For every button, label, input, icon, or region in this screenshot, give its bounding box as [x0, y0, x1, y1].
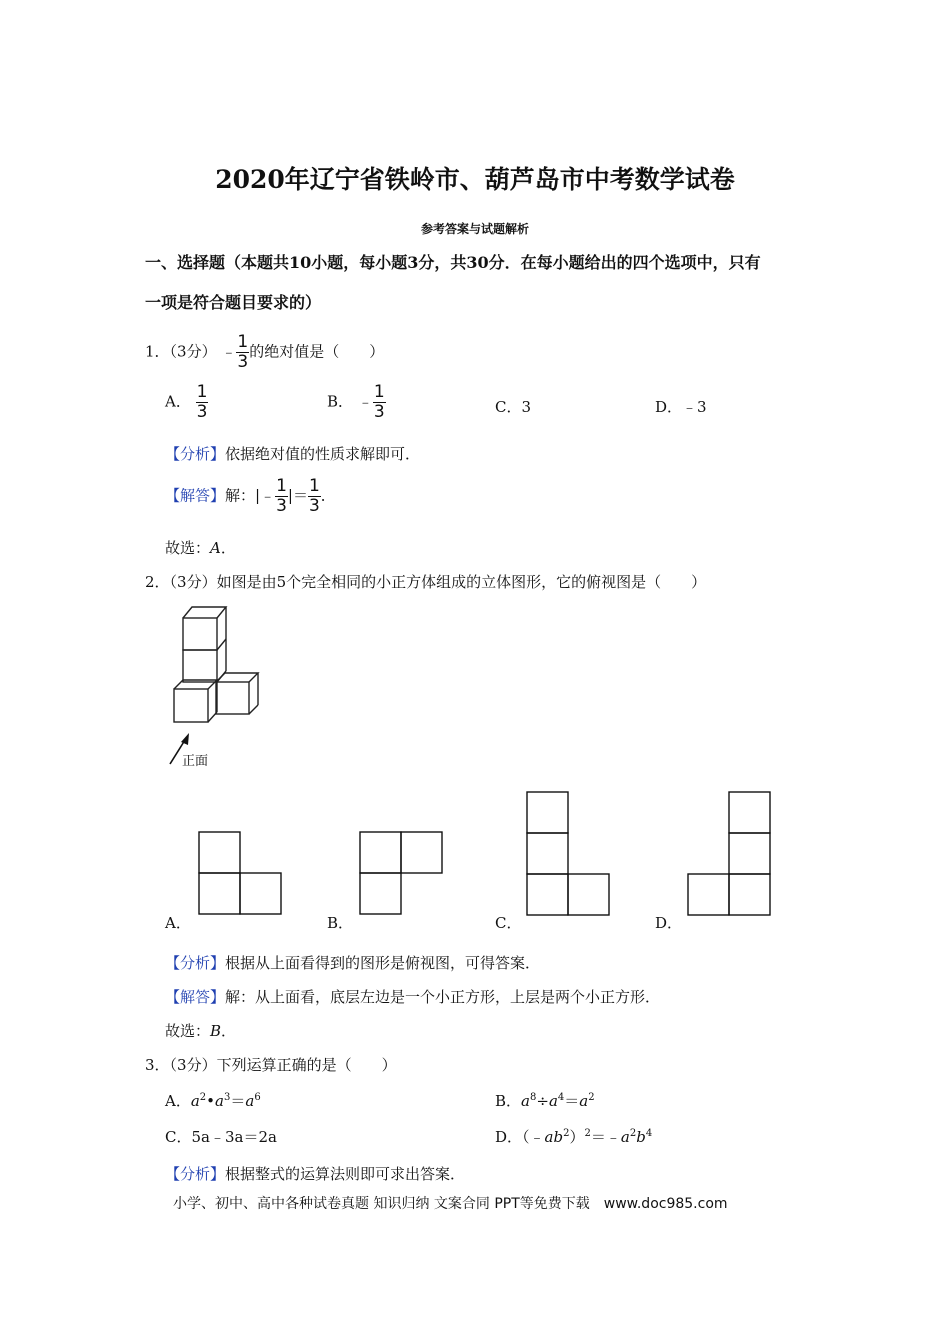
q2-option-d-label: D．	[655, 914, 683, 932]
q2-analysis: 【分析】根据从上面看得到的图形是俯视图，可得答案．	[165, 954, 541, 972]
q2-option-a-label: A．	[165, 914, 191, 932]
q1-option-d: D．﹣3	[655, 398, 707, 416]
q2-figure-d	[688, 792, 770, 915]
q2-figure-a	[199, 832, 281, 914]
page-subtitle: 参考答案与试题解析	[420, 222, 529, 236]
analysis-tag: 【分析】	[165, 954, 226, 972]
section-heading-line1: 一、选择题（本题共10小题，每小题3分，共30分．在每小题给出的四个选项中，只有	[145, 253, 761, 272]
q1-minus: ﹣	[221, 342, 237, 361]
q1-score: （3分）	[169, 342, 217, 361]
q1-choice: 故选：A．	[165, 539, 236, 557]
q1-number: 1．	[145, 342, 170, 361]
answer-tag: 【解答】	[165, 988, 226, 1006]
q3-option-c: C．5a﹣3a＝2a	[165, 1128, 277, 1146]
q2-figure-b	[360, 832, 442, 914]
q1-answer: 【解答】解：|﹣ $\frac{1}{3}$ |＝ $\frac{1}{3}$ ．	[165, 476, 336, 516]
q2-figure-c	[527, 792, 609, 915]
q2-answer: 【解答】解：从上面看，底层左边是一个小正方形，上层是两个小正方形．	[165, 988, 661, 1006]
q2-stem: 2．（3分）如图是由5个完全相同的小正方体组成的立体图形，它的俯视图是（ ）	[145, 573, 707, 591]
page-title: 2020年辽宁省铁岭市、葫芦岛市中考数学试卷	[215, 165, 735, 194]
q1-analysis: 【分析】依据绝对值的性质求解即可．	[165, 445, 421, 463]
q2-option-c-label: C．	[495, 914, 522, 932]
q3-option-b: B．$a^8\div a^4=a^2$	[495, 1092, 595, 1110]
analysis-tag: 【分析】	[165, 445, 226, 463]
q2-option-b-label: B．	[327, 914, 354, 932]
front-label: 正面	[182, 754, 209, 769]
q3-option-a: A．$a^2•a^3=a^6$	[165, 1092, 261, 1110]
q1-stem-tail: 的绝对值是（ ）	[249, 342, 385, 361]
q1-option-c: C．3	[495, 398, 532, 416]
q2-choice: 故选：B．	[165, 1022, 237, 1040]
answer-tag: 【解答】	[165, 486, 226, 505]
section-heading-line2: 一项是符合题目要求的）	[145, 293, 322, 312]
q1-option-b: B． ﹣ $\frac{1}{3}$	[327, 382, 385, 422]
page-footer: 小学、初中、高中各种试卷真题 知识归纳 文案合同 PPT等免费下载 www.doc985.com	[173, 1196, 728, 1212]
analysis-tag: 【分析】	[165, 1165, 226, 1183]
q1-option-a: A． $\frac{1}{3}$	[165, 382, 208, 422]
q3-stem: 3．（3分）下列运算正确的是（ ）	[145, 1056, 397, 1074]
q1-fraction: $\frac{1}{3}$	[237, 332, 249, 372]
q3-analysis: 【分析】根据整式的运算法则即可求出答案．	[165, 1165, 466, 1183]
q3-option-d: D．$(﹣ab^2)^2=﹣a^2b^4$	[495, 1128, 653, 1146]
